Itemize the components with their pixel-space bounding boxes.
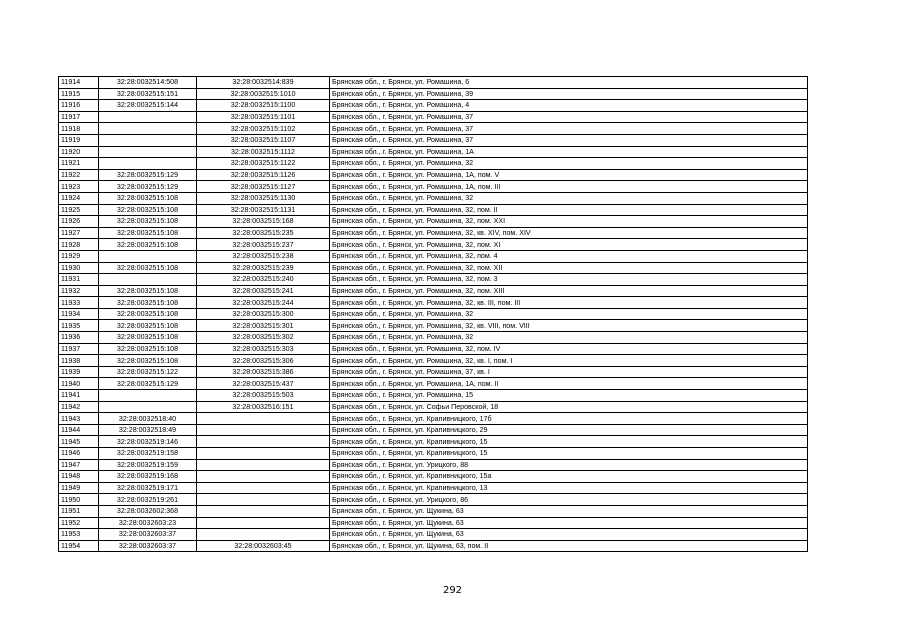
parent-cadastral-number-cell bbox=[99, 134, 197, 146]
row-number-cell: 11925 bbox=[59, 204, 99, 216]
parent-cadastral-number-cell: 32:28:0032515:108 bbox=[99, 262, 197, 274]
table-row bbox=[59, 436, 808, 448]
parent-cadastral-number-cell: 32:28:0032515:108 bbox=[99, 343, 197, 355]
row-number-cell: 11946 bbox=[59, 448, 99, 460]
row-number-cell: 11933 bbox=[59, 297, 99, 309]
address-cell: Брянская обл., г. Брянск, ул. Софьи Перовской, 18 bbox=[330, 401, 808, 413]
parent-cadastral-number-cell bbox=[99, 111, 197, 123]
address-cell: Брянская обл., г. Брянск, ул. Ромашина, 1А, пом. III bbox=[330, 181, 808, 193]
cadastral-number-cell: 32:28:0032515:238 bbox=[197, 250, 330, 262]
parent-cadastral-number-cell: 32:28:0032602:368 bbox=[99, 505, 197, 517]
row-number-cell: 11934 bbox=[59, 308, 99, 320]
parent-cadastral-number-cell: 32:28:0032514:508 bbox=[99, 77, 197, 89]
cadastral-number-cell: 32:28:0032515:244 bbox=[197, 297, 330, 309]
table-row bbox=[59, 285, 808, 297]
table-row bbox=[59, 123, 808, 135]
parent-cadastral-number-cell: 32:28:0032515:108 bbox=[99, 297, 197, 309]
cadastral-number-cell: 32:28:0032516:151 bbox=[197, 401, 330, 413]
address-cell: Брянская обл., г. Брянск, ул. Щукина, 63 bbox=[330, 505, 808, 517]
parent-cadastral-number-cell bbox=[99, 146, 197, 158]
parent-cadastral-number-cell: 32:28:0032515:108 bbox=[99, 192, 197, 204]
parent-cadastral-number-cell: 32:28:0032515:129 bbox=[99, 378, 197, 390]
address-cell: Брянская обл., г. Брянск, ул. Урицкого, 86 bbox=[330, 494, 808, 506]
cadastral-number-cell bbox=[197, 424, 330, 436]
table-row bbox=[59, 529, 808, 541]
row-number-cell: 11917 bbox=[59, 111, 99, 123]
cadastral-number-cell: 32:28:0032515:1100 bbox=[197, 100, 330, 112]
parent-cadastral-number-cell: 32:28:0032515:129 bbox=[99, 181, 197, 193]
table-row bbox=[59, 343, 808, 355]
parent-cadastral-number-cell: 32:28:0032515:108 bbox=[99, 239, 197, 251]
cadastral-number-cell: 32:28:0032515:1112 bbox=[197, 146, 330, 158]
cadastral-number-cell bbox=[197, 494, 330, 506]
row-number-cell: 11936 bbox=[59, 332, 99, 344]
row-number-cell: 11949 bbox=[59, 482, 99, 494]
row-number-cell: 11945 bbox=[59, 436, 99, 448]
row-number-cell: 11915 bbox=[59, 88, 99, 100]
cadastral-number-cell bbox=[197, 459, 330, 471]
table-row bbox=[59, 192, 808, 204]
row-number-cell: 11944 bbox=[59, 424, 99, 436]
cadastral-number-cell: 32:28:0032515:1010 bbox=[197, 88, 330, 100]
registry-table bbox=[58, 76, 808, 552]
cadastral-number-cell: 32:28:0032515:239 bbox=[197, 262, 330, 274]
table-row bbox=[59, 134, 808, 146]
address-cell: Брянская обл., г. Брянск, ул. Ромашина, 32 bbox=[330, 192, 808, 204]
address-cell: Брянская обл., г. Брянск, ул. Ромашина, 37 bbox=[330, 134, 808, 146]
address-cell: Брянская обл., г. Брянск, ул. Урицкого, 88 bbox=[330, 459, 808, 471]
parent-cadastral-number-cell: 32:28:0032519:168 bbox=[99, 471, 197, 483]
cadastral-number-cell: 32:28:0032515:1101 bbox=[197, 111, 330, 123]
address-cell: Брянская обл., г. Брянск, ул. Ромашина, 32, пом. XI bbox=[330, 239, 808, 251]
cadastral-number-cell bbox=[197, 436, 330, 448]
row-number-cell: 11930 bbox=[59, 262, 99, 274]
address-cell: Брянская обл., г. Брянск, ул. Ромашина, 1А, пом. V bbox=[330, 169, 808, 181]
table-row bbox=[59, 262, 808, 274]
parent-cadastral-number-cell: 32:28:0032518:40 bbox=[99, 413, 197, 425]
address-cell: Брянская обл., г. Брянск, ул. Ромашина, 39 bbox=[330, 88, 808, 100]
parent-cadastral-number-cell: 32:28:0032515:108 bbox=[99, 285, 197, 297]
row-number-cell: 11920 bbox=[59, 146, 99, 158]
address-cell: Брянская обл., г. Брянск, ул. Ромашина, 32, кв. I, пом. I bbox=[330, 355, 808, 367]
row-number-cell: 11929 bbox=[59, 250, 99, 262]
parent-cadastral-number-cell: 32:28:0032515:144 bbox=[99, 100, 197, 112]
table-row bbox=[59, 366, 808, 378]
table-row bbox=[59, 494, 808, 506]
address-cell: Брянская обл., г. Брянск, ул. Щукина, 63, пом. II bbox=[330, 540, 808, 552]
address-cell: Брянская обл., г. Брянск, ул. Щукина, 63 bbox=[330, 517, 808, 529]
address-cell: Брянская обл., г. Брянск, ул. Крапивницкого, 15 bbox=[330, 448, 808, 460]
address-cell: Брянская обл., г. Брянск, ул. Крапивницкого, 15 bbox=[330, 436, 808, 448]
registry-table-body bbox=[59, 77, 808, 552]
address-cell: Брянская обл., г. Брянск, ул. Ромашина, 6 bbox=[330, 77, 808, 89]
address-cell: Брянская обл., г. Брянск, ул. Ромашина, 15 bbox=[330, 390, 808, 402]
cadastral-number-cell: 32:28:0032515:437 bbox=[197, 378, 330, 390]
table-row bbox=[59, 146, 808, 158]
row-number-cell: 11937 bbox=[59, 343, 99, 355]
row-number-cell: 11931 bbox=[59, 274, 99, 286]
parent-cadastral-number-cell: 32:28:0032603:23 bbox=[99, 517, 197, 529]
table-row bbox=[59, 413, 808, 425]
parent-cadastral-number-cell bbox=[99, 390, 197, 402]
table-row bbox=[59, 378, 808, 390]
cadastral-number-cell: 32:28:0032515:503 bbox=[197, 390, 330, 402]
row-number-cell: 11921 bbox=[59, 158, 99, 170]
parent-cadastral-number-cell: 32:28:0032519:171 bbox=[99, 482, 197, 494]
table-row bbox=[59, 355, 808, 367]
parent-cadastral-number-cell: 32:28:0032603:37 bbox=[99, 529, 197, 541]
cadastral-number-cell: 32:28:0032515:386 bbox=[197, 366, 330, 378]
address-cell: Брянская обл., г. Брянск, ул. Ромашина, 32, пом. XIII bbox=[330, 285, 808, 297]
parent-cadastral-number-cell: 32:28:0032515:108 bbox=[99, 216, 197, 228]
cadastral-number-cell bbox=[197, 471, 330, 483]
parent-cadastral-number-cell: 32:28:0032603:37 bbox=[99, 540, 197, 552]
parent-cadastral-number-cell: 32:28:0032518:49 bbox=[99, 424, 197, 436]
address-cell: Брянская обл., г. Брянск, ул. Ромашина, 32 bbox=[330, 332, 808, 344]
address-cell: Брянская обл., г. Брянск, ул. Ромашина, 32, пом. 3 bbox=[330, 274, 808, 286]
row-number-cell: 11926 bbox=[59, 216, 99, 228]
cadastral-number-cell: 32:28:0032515:1122 bbox=[197, 158, 330, 170]
parent-cadastral-number-cell: 32:28:0032515:108 bbox=[99, 332, 197, 344]
cadastral-number-cell: 32:28:0032515:1130 bbox=[197, 192, 330, 204]
address-cell: Брянская обл., г. Брянск, ул. Ромашина, 32, кв. XIV, пом. XIV bbox=[330, 227, 808, 239]
row-number-cell: 11932 bbox=[59, 285, 99, 297]
cadastral-number-cell: 32:28:0032515:301 bbox=[197, 320, 330, 332]
row-number-cell: 11941 bbox=[59, 390, 99, 402]
cadastral-number-cell bbox=[197, 529, 330, 541]
row-number-cell: 11924 bbox=[59, 192, 99, 204]
table-row bbox=[59, 250, 808, 262]
address-cell: Брянская обл., г. Брянск, ул. Ромашина, 1А bbox=[330, 146, 808, 158]
parent-cadastral-number-cell: 32:28:0032519:261 bbox=[99, 494, 197, 506]
table-row bbox=[59, 505, 808, 517]
table-row bbox=[59, 332, 808, 344]
address-cell: Брянская обл., г. Брянск, ул. Ромашина, 32 bbox=[330, 158, 808, 170]
row-number-cell: 11927 bbox=[59, 227, 99, 239]
address-cell: Брянская обл., г. Брянск, ул. Ромашина, 37 bbox=[330, 111, 808, 123]
row-number-cell: 11947 bbox=[59, 459, 99, 471]
parent-cadastral-number-cell: 32:28:0032515:129 bbox=[99, 169, 197, 181]
cadastral-number-cell: 32:28:0032515:1102 bbox=[197, 123, 330, 135]
parent-cadastral-number-cell: 32:28:0032519:158 bbox=[99, 448, 197, 460]
address-cell: Брянская обл., г. Брянск, ул. Ромашина, 32, пом. 4 bbox=[330, 250, 808, 262]
table-row bbox=[59, 459, 808, 471]
row-number-cell: 11954 bbox=[59, 540, 99, 552]
row-number-cell: 11938 bbox=[59, 355, 99, 367]
row-number-cell: 11943 bbox=[59, 413, 99, 425]
cadastral-number-cell: 32:28:0032515:300 bbox=[197, 308, 330, 320]
address-cell: Брянская обл., г. Брянск, ул. Ромашина, 32, кв. VIII, пом. VIII bbox=[330, 320, 808, 332]
table-row bbox=[59, 100, 808, 112]
parent-cadastral-number-cell: 32:28:0032519:146 bbox=[99, 436, 197, 448]
address-cell: Брянская обл., г. Брянск, ул. Ромашина, 4 bbox=[330, 100, 808, 112]
cadastral-number-cell: 32:28:0032514:839 bbox=[197, 77, 330, 89]
table-row bbox=[59, 111, 808, 123]
row-number-cell: 11918 bbox=[59, 123, 99, 135]
row-number-cell: 11939 bbox=[59, 366, 99, 378]
table-row bbox=[59, 540, 808, 552]
cadastral-number-cell: 32:28:0032515:1107 bbox=[197, 134, 330, 146]
table-row bbox=[59, 471, 808, 483]
cadastral-number-cell: 32:28:0032515:1127 bbox=[197, 181, 330, 193]
cadastral-number-cell bbox=[197, 448, 330, 460]
address-cell: Брянская обл., г. Брянск, ул. Крапивницкого, 17б bbox=[330, 413, 808, 425]
table-row bbox=[59, 227, 808, 239]
table-row bbox=[59, 390, 808, 402]
address-cell: Брянская обл., г. Брянск, ул. Ромашина, 32, кв. III, пом. III bbox=[330, 297, 808, 309]
table-row bbox=[59, 158, 808, 170]
table-row bbox=[59, 88, 808, 100]
cadastral-number-cell bbox=[197, 482, 330, 494]
address-cell: Брянская обл., г. Брянск, ул. Ромашина, 32, пом. IV bbox=[330, 343, 808, 355]
table-row bbox=[59, 320, 808, 332]
cadastral-number-cell: 32:28:0032515:237 bbox=[197, 239, 330, 251]
address-cell: Брянская обл., г. Брянск, ул. Ромашина, 37 bbox=[330, 123, 808, 135]
parent-cadastral-number-cell: 32:28:0032515:108 bbox=[99, 320, 197, 332]
parent-cadastral-number-cell bbox=[99, 250, 197, 262]
table-row bbox=[59, 274, 808, 286]
cadastral-number-cell: 32:28:0032515:241 bbox=[197, 285, 330, 297]
cadastral-number-cell: 32:28:0032515:235 bbox=[197, 227, 330, 239]
row-number-cell: 11953 bbox=[59, 529, 99, 541]
table-row bbox=[59, 482, 808, 494]
row-number-cell: 11916 bbox=[59, 100, 99, 112]
row-number-cell: 11922 bbox=[59, 169, 99, 181]
row-number-cell: 11940 bbox=[59, 378, 99, 390]
address-cell: Брянская обл., г. Брянск, ул. Крапивницкого, 29 bbox=[330, 424, 808, 436]
cadastral-number-cell: 32:28:0032515:303 bbox=[197, 343, 330, 355]
row-number-cell: 11942 bbox=[59, 401, 99, 413]
cadastral-number-cell bbox=[197, 413, 330, 425]
cadastral-number-cell: 32:28:0032515:1126 bbox=[197, 169, 330, 181]
row-number-cell: 11952 bbox=[59, 517, 99, 529]
cadastral-number-cell: 32:28:0032515:302 bbox=[197, 332, 330, 344]
cadastral-number-cell: 32:28:0032515:168 bbox=[197, 216, 330, 228]
row-number-cell: 11928 bbox=[59, 239, 99, 251]
address-cell: Брянская обл., г. Брянск, ул. Ромашина, 32 bbox=[330, 308, 808, 320]
table-row bbox=[59, 308, 808, 320]
address-cell: Брянская обл., г. Брянск, ул. Ромашина, 32, пом. XXI bbox=[330, 216, 808, 228]
address-cell: Брянская обл., г. Брянск, ул. Ромашина, 32, пом. II bbox=[330, 204, 808, 216]
table-row bbox=[59, 297, 808, 309]
row-number-cell: 11948 bbox=[59, 471, 99, 483]
page-number: 292 bbox=[442, 585, 463, 596]
parent-cadastral-number-cell: 32:28:0032515:151 bbox=[99, 88, 197, 100]
address-cell: Брянская обл., г. Брянск, ул. Крапивницкого, 15а bbox=[330, 471, 808, 483]
address-cell: Брянская обл., г. Брянск, ул. Крапивницкого, 13 bbox=[330, 482, 808, 494]
cadastral-number-cell: 32:28:0032515:1131 bbox=[197, 204, 330, 216]
parent-cadastral-number-cell: 32:28:0032515:108 bbox=[99, 204, 197, 216]
address-cell: Брянская обл., г. Брянск, ул. Щукина, 63 bbox=[330, 529, 808, 541]
cadastral-number-cell bbox=[197, 505, 330, 517]
table-row bbox=[59, 239, 808, 251]
row-number-cell: 11951 bbox=[59, 505, 99, 517]
parent-cadastral-number-cell: 32:28:0032515:108 bbox=[99, 355, 197, 367]
parent-cadastral-number-cell bbox=[99, 158, 197, 170]
table-row bbox=[59, 401, 808, 413]
parent-cadastral-number-cell: 32:28:0032515:122 bbox=[99, 366, 197, 378]
cadastral-number-cell bbox=[197, 517, 330, 529]
row-number-cell: 11935 bbox=[59, 320, 99, 332]
cadastral-number-cell: 32:28:0032603:45 bbox=[197, 540, 330, 552]
table-row bbox=[59, 169, 808, 181]
address-cell: Брянская обл., г. Брянск, ул. Ромашина, 1А, пом. II bbox=[330, 378, 808, 390]
row-number-cell: 11919 bbox=[59, 134, 99, 146]
row-number-cell: 11914 bbox=[59, 77, 99, 89]
parent-cadastral-number-cell bbox=[99, 401, 197, 413]
row-number-cell: 11923 bbox=[59, 181, 99, 193]
table-row bbox=[59, 448, 808, 460]
table-row bbox=[59, 77, 808, 89]
row-number-cell: 11950 bbox=[59, 494, 99, 506]
table-row bbox=[59, 517, 808, 529]
table-row bbox=[59, 216, 808, 228]
parent-cadastral-number-cell: 32:28:0032519:159 bbox=[99, 459, 197, 471]
cadastral-number-cell: 32:28:0032515:306 bbox=[197, 355, 330, 367]
cadastral-number-cell: 32:28:0032515:240 bbox=[197, 274, 330, 286]
table-row bbox=[59, 204, 808, 216]
parent-cadastral-number-cell: 32:28:0032515:108 bbox=[99, 227, 197, 239]
parent-cadastral-number-cell: 32:28:0032515:108 bbox=[99, 308, 197, 320]
table-row bbox=[59, 181, 808, 193]
parent-cadastral-number-cell bbox=[99, 123, 197, 135]
parent-cadastral-number-cell bbox=[99, 274, 197, 286]
address-cell: Брянская обл., г. Брянск, ул. Ромашина, 37, кв. I bbox=[330, 366, 808, 378]
address-cell: Брянская обл., г. Брянск, ул. Ромашина, 32, пом. XII bbox=[330, 262, 808, 274]
table-row bbox=[59, 424, 808, 436]
